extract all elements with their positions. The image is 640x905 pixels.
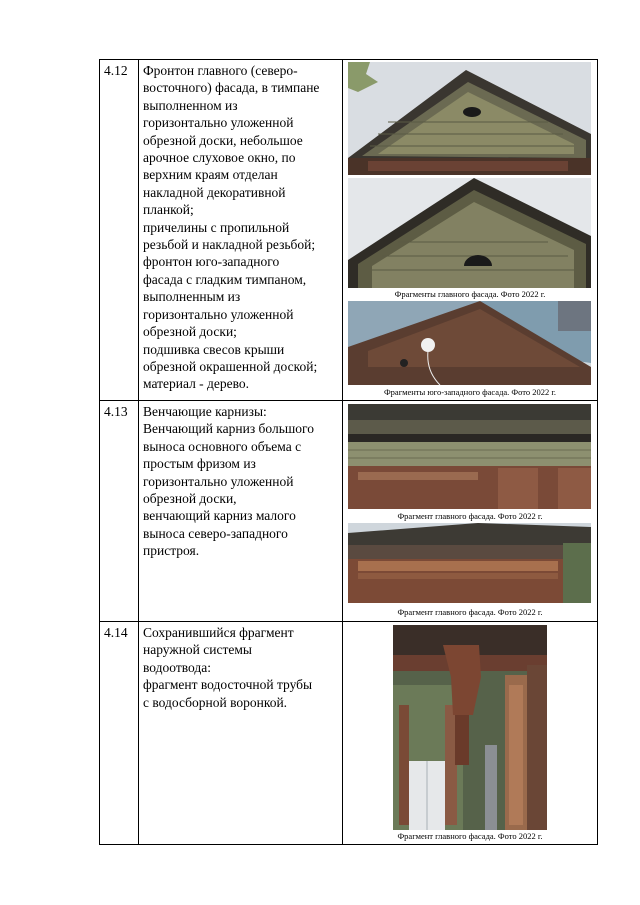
description-line: горизонтально уложенной — [143, 473, 294, 489]
row-number: 4.14 — [104, 625, 128, 640]
photo-caption: Фрагмент главного фасада. Фото 2022 г. — [397, 831, 543, 841]
description-cell — [139, 401, 343, 622]
description — [139, 622, 342, 711]
heritage-elements-table — [99, 59, 598, 845]
description-line: фрагмент водосточной трубы — [143, 677, 313, 693]
description-line: обрезной окрашенной доской; — [143, 358, 318, 374]
description-cell — [139, 622, 343, 845]
description — [139, 60, 342, 393]
description-line: накладной декоративной — [143, 184, 286, 200]
description-line: выполненным из — [143, 289, 241, 305]
description-line: восточного) фасада, в тимпане — [143, 80, 320, 96]
row-number-cell — [100, 60, 139, 401]
description-line: арочное слуховое окно, по — [143, 150, 296, 166]
photo-caption: Фрагменты главного фасада. Фото 2022 г. — [394, 289, 546, 299]
description-line: фронтон юго-западного — [143, 254, 280, 270]
description-line: наружной системы — [143, 642, 252, 658]
description-line: Фронтон главного (северо- — [143, 63, 298, 78]
description-line: пристроя. — [143, 543, 200, 559]
description-line: подшивка свесов крыши — [143, 341, 285, 357]
row-number-cell — [100, 401, 139, 622]
drainpipe-photo — [393, 625, 547, 830]
description — [139, 401, 342, 560]
cornice-photo — [348, 523, 591, 603]
photo-cell — [343, 60, 598, 401]
description-line: обрезной доски; — [143, 324, 237, 340]
description-line: горизонтально уложенной — [143, 306, 294, 322]
description-line: планкой; — [143, 202, 194, 218]
photo-cell — [343, 401, 598, 622]
table-row — [100, 401, 598, 622]
description-line: Венчающий карниз большого — [143, 421, 314, 437]
photo-cell — [343, 622, 598, 845]
description-line: Сохранившийся фрагмент — [143, 625, 294, 640]
photo-caption: Фрагмент главного фасада. Фото 2022 г. — [397, 511, 543, 521]
description-line: Венчающие карнизы: — [143, 404, 267, 419]
description-line: материал - дерево. — [143, 376, 250, 392]
description-line: простым фризом из — [143, 456, 256, 472]
table-row — [100, 622, 598, 845]
description-line: водоотвода: — [143, 659, 211, 675]
description-line: причелины с пропильной — [143, 219, 290, 235]
description-line: обрезной доски, — [143, 491, 237, 507]
description-line: фасада с гладким тимпаном, — [143, 271, 307, 287]
gable-photo — [348, 178, 591, 288]
description-line: резьбой и накладной резьбой; — [143, 237, 316, 253]
southwest-gable-photo — [348, 301, 591, 385]
description-line: верхним краям отделан — [143, 167, 278, 183]
photo-caption: Фрагмент главного фасада. Фото 2022 г. — [397, 607, 543, 617]
cornice-photo — [348, 404, 591, 509]
description-line: венчающий карниз малого — [143, 508, 296, 524]
row-number: 4.13 — [104, 404, 128, 419]
description-line: с водосборной воронкой. — [143, 694, 288, 710]
table-row — [100, 60, 598, 401]
description-line: обрезной доски, небольшое — [143, 132, 303, 148]
description-cell — [139, 60, 343, 401]
row-number: 4.12 — [104, 63, 128, 78]
description-line: выноса основного объема с — [143, 438, 302, 454]
row-number-cell — [100, 622, 139, 845]
description-line: выноса северо-западного — [143, 525, 288, 541]
photo-caption: Фрагменты юго-западного фасада. Фото 2022 г. — [383, 387, 557, 397]
description-line: горизонтально уложенной — [143, 115, 294, 131]
gable-photo — [348, 62, 591, 175]
description-line: выполненном из — [143, 97, 238, 113]
